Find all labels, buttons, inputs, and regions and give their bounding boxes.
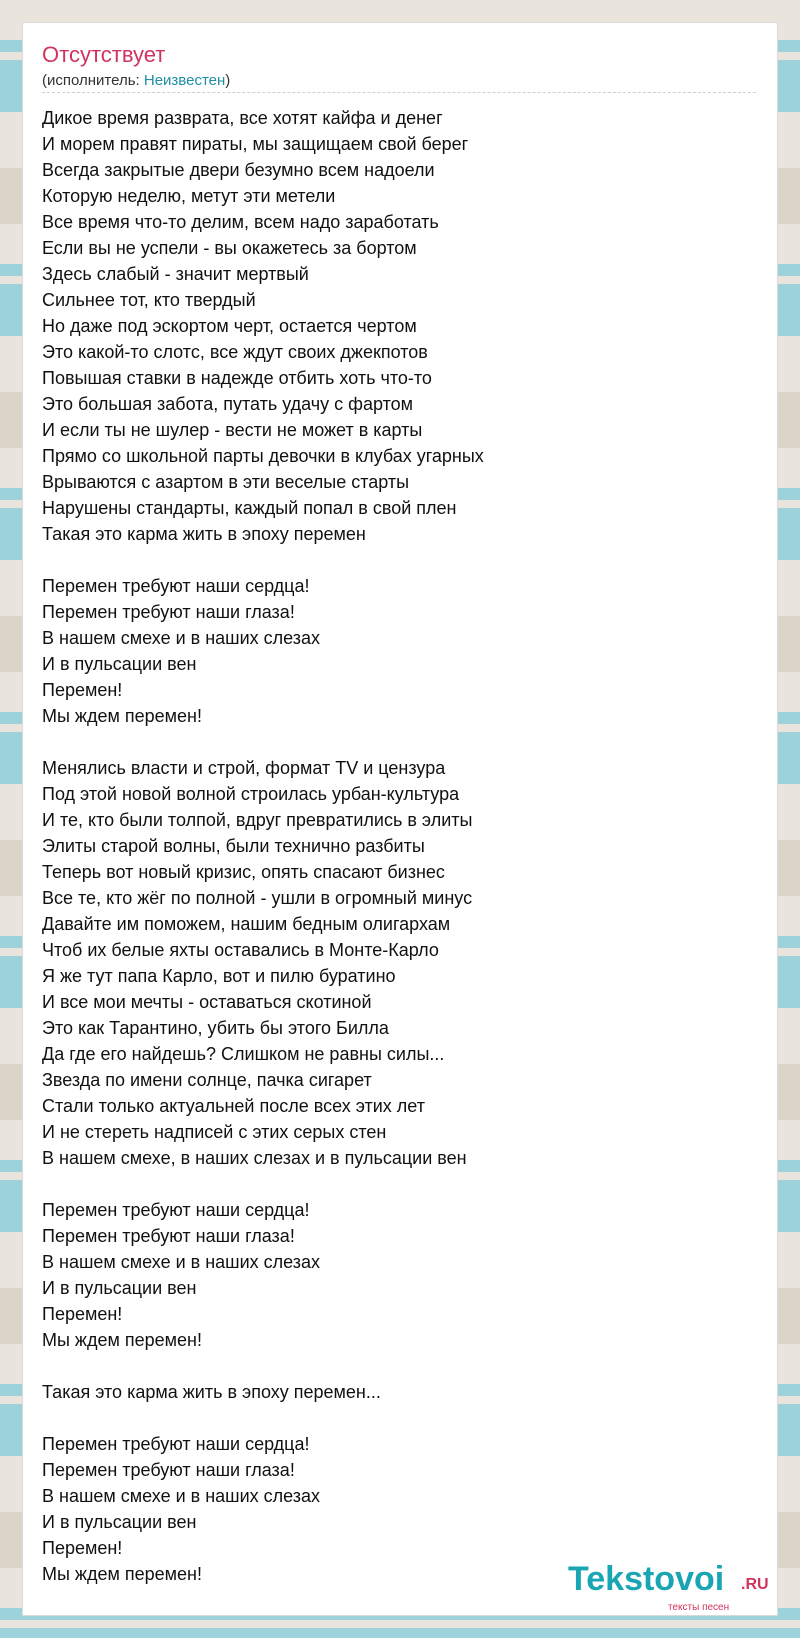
lyric-line: Повышая ставки в надежде отбить хоть что-то (42, 368, 432, 388)
stanza-break (42, 547, 756, 573)
lyric-line: Перемен требуют наши глаза! (42, 602, 295, 622)
lyric-line: Прямо со школьной парты девочки в клубах угарных (42, 446, 484, 466)
stanza-break (42, 1171, 756, 1197)
lyric-line: Это большая забота, путать удачу с фартом (42, 394, 414, 414)
stanza-break (42, 1353, 756, 1379)
song-title: Отсутствует (42, 42, 166, 67)
lyric-line: Перемен требуют наши глаза! (42, 1460, 295, 1480)
lyric-line: Мы ждем перемен! (42, 1564, 202, 1584)
lyric-line: Стали только актуальней после всех этих лет (42, 1096, 425, 1116)
lyric-line: Это как Тарантино, убить бы этого Билла (42, 1018, 389, 1038)
lyric-line: Я же тут папа Карло, вот и пилю буратино (42, 966, 396, 986)
lyric-line: Перемен! (42, 1538, 123, 1558)
stanza-break (42, 1405, 756, 1431)
lyric-line: Дикое время разврата, все хотят кайфа и денег (42, 108, 443, 128)
divider (42, 92, 756, 93)
artist-line (42, 72, 230, 89)
lyric-line: Элиты старой волны, были технично разбиты (42, 836, 425, 856)
lyric-line: Перемен требуют наши сердца! (42, 1200, 310, 1220)
lyric-line: Менялись власти и строй, формат TV и цензура (42, 758, 446, 778)
lyric-line: Но даже под эскортом черт, остается чертом (42, 316, 417, 336)
lyric-line: Да где его найдешь? Слишком не равны силы... (42, 1044, 445, 1064)
lyric-line: И те, кто были толпой, вдруг превратились в элиты (42, 810, 473, 830)
lyric-line: Чтоб их белые яхты оставались в Монте-Карло (42, 940, 439, 960)
lyric-line: И если ты не шулер - вести не может в карты (42, 420, 423, 440)
lyrics-body (42, 105, 756, 1587)
lyric-line: И в пульсации вен (42, 1512, 197, 1532)
logo-tld: .RU (741, 1576, 769, 1593)
lyric-line: Всегда закрытые двери безумно всем надоели (42, 160, 435, 180)
logo-tagline: тексты песен (668, 1602, 730, 1613)
lyric-line: В нашем смехе, в наших слезах и в пульсации вен (42, 1148, 467, 1168)
lyric-line: Звезда по имени солнце, пачка сигарет (42, 1070, 372, 1090)
lyric-line: Такая это карма жить в эпоху перемен (42, 524, 366, 544)
lyric-line: Все время что-то делим, всем надо заработать (42, 212, 439, 232)
artist-suffix: ) (225, 72, 231, 89)
lyric-line: В нашем смехе и в наших слезах (42, 1252, 321, 1272)
lyric-line: Здесь слабый - значит мертвый (42, 264, 309, 284)
lyric-line: Это какой-то слотс, все ждут своих джекпотов (42, 342, 428, 362)
lyric-line: Перемен требуют наши глаза! (42, 1226, 295, 1246)
site-logo[interactable] (568, 1560, 778, 1613)
lyric-line: Все те, кто жёг по полной - ушли в огромный минус (42, 888, 473, 908)
lyric-line: Теперь вот новый кризис, опять спасают бизнес (42, 862, 445, 882)
lyric-line: Мы ждем перемен! (42, 706, 202, 726)
lyric-line: Перемен требуют наши сердца! (42, 1434, 310, 1454)
lyric-line: Перемен! (42, 1304, 123, 1324)
lyric-line: Такая это карма жить в эпоху перемен... (42, 1382, 381, 1402)
lyric-line: И в пульсации вен (42, 654, 197, 674)
lyric-line: В нашем смехе и в наших слезах (42, 628, 321, 648)
lyric-line: И в пульсации вен (42, 1278, 197, 1298)
lyric-line: Под этой новой волной строилась урбан-культура (42, 784, 460, 804)
lyric-line: И все мои мечты - оставаться скотиной (42, 992, 372, 1012)
lyric-line: Если вы не успели - вы окажетесь за бортом (42, 238, 417, 258)
artist-prefix: (исполнитель: (42, 72, 144, 89)
lyric-line: Давайте им поможем, нашим бедным олигархам (42, 914, 451, 934)
stanza-break (42, 729, 756, 755)
artist-link[interactable]: Неизвестен (143, 72, 226, 89)
lyric-line: Перемен требуют наши сердца! (42, 576, 310, 596)
logo-wordmark: Tekstovoi (568, 1560, 725, 1598)
lyric-line: Нарушены стандарты, каждый попал в свой плен (42, 498, 457, 518)
lyric-line: Врываются с азартом в эти веселые старты (42, 472, 410, 492)
lyric-line: Мы ждем перемен! (42, 1330, 202, 1350)
lyric-line: Перемен! (42, 680, 123, 700)
lyric-line: И морем правят пираты, мы защищаем свой берег (42, 134, 469, 154)
lyric-line: Которую неделю, метут эти метели (42, 186, 336, 206)
lyric-line: И не стереть надписей с этих серых стен (42, 1122, 387, 1142)
lyric-line: Сильнее тот, кто твердый (42, 290, 256, 310)
lyric-line: В нашем смехе и в наших слезах (42, 1486, 321, 1506)
